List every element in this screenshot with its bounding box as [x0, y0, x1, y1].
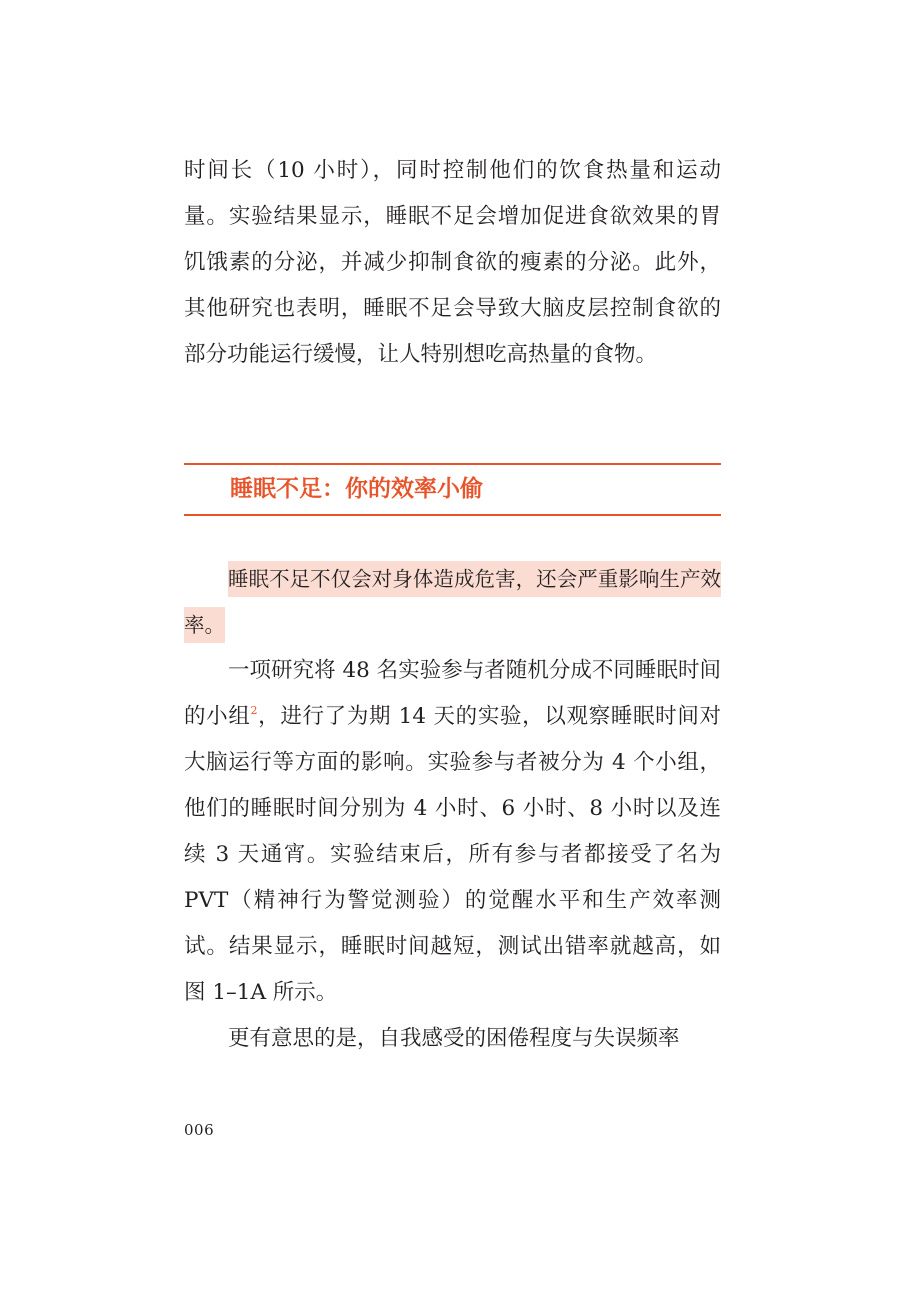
study-text-after-note: ，进行了为期 14 天的实验，以观察睡眠时间对大脑运行等方面的影响。实验参与者被分为 4 个小组，他们的睡眠时间分别为 4 小时、6 小时、8 小时以及连续 3 天通宵。实验结束后，所有参与者都接受了名为 PVT（精神行为警觉测验）的觉醒水平和生产效率测试。结果显示，睡眠时间越短，测试出错率就越高，如图 1–1A 所示。 — [184, 704, 721, 1005]
heading-rule-top — [184, 463, 721, 465]
section-heading — [184, 463, 721, 516]
highlight-text: 睡眠不足不仅会对身体造成危害，还会严重影响生产效率。 — [184, 561, 721, 643]
footnote-marker[interactable]: 2 — [250, 704, 258, 717]
body-paragraph-continued: 更有意思的是，自我感受的困倦程度与失误频率 — [228, 1026, 680, 1051]
body-paragraph-diet: 时间长（10 小时），同时控制他们的饮食热量和运动量。实验结果显示，睡眠不足会增加促进食欲效果的胃饥饿素的分泌，并减少抑制食欲的瘦素的分泌。此外，其他研究也表明，睡眠不足会导致大脑皮层控制食欲的部分功能运行缓慢，让人特别想吃高热量的食物。 — [184, 158, 721, 367]
heading-rule-bottom — [184, 514, 721, 516]
study-text-before-note: 一项研究将 48 名实验参与者随机分成不同睡眠时间的小组 — [184, 658, 721, 729]
body-paragraph-study — [184, 648, 721, 1016]
page-number: 006 — [184, 1121, 215, 1139]
section-title: 睡眠不足：你的效率小偷 — [230, 476, 483, 502]
highlighted-paragraph — [184, 556, 721, 648]
